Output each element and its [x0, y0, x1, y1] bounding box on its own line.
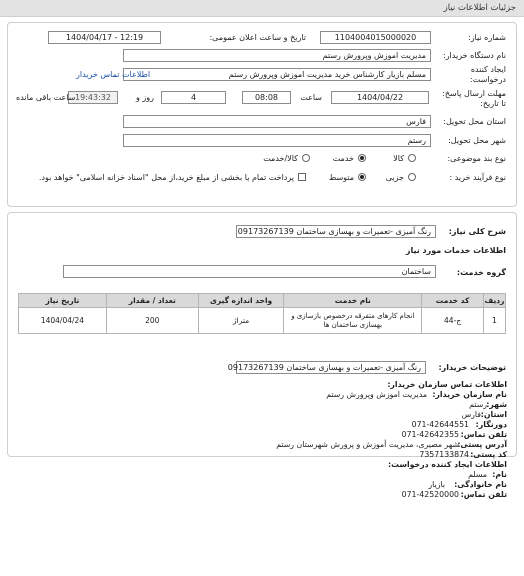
city-field: رستم [123, 134, 431, 147]
contact-postal-value: 7357133874 [419, 450, 469, 459]
contact-province-label: استان: [480, 410, 507, 419]
remaining-days-field: 4 [161, 91, 226, 104]
treasury-payment-note: پرداخت تمام یا بخشی از مبلغ خرید،از محل "اسناد خزانه اسلامی" خواهد بود. [38, 173, 294, 182]
cell-qty: 200 [106, 308, 198, 334]
contact-fax-value: 071-42644551 [411, 420, 469, 429]
requester-field: مسلم بازیار کارشناس خرید مدیریت اموزش وپرورش رستم [123, 68, 431, 81]
process-radio-medium[interactable] [358, 173, 366, 181]
deadline-date-field: 1404/04/22 [331, 91, 429, 104]
cell-unit: متراژ [198, 308, 284, 334]
col-unit-header: واحد اندازه گیری [198, 294, 284, 308]
contact-org-value: مدیریت اموزش وپرورش رستم [326, 390, 427, 399]
process-option-minor: جزیی [385, 173, 404, 182]
buyer-org-label: نام دستگاه خریدار: [443, 51, 506, 60]
category-radio-goods[interactable] [408, 154, 416, 162]
cell-date: 1404/04/24 [19, 308, 107, 334]
deadline-label-2: تا تاریخ: [480, 99, 506, 108]
cell-name: انجام کارهای متفرقه درخصوص بازسازی و بهسازی ساختمان ها [284, 308, 422, 334]
creator-title: اطلاعات ایجاد کننده درخواست: [387, 460, 507, 469]
cell-code: ج-44 [422, 308, 484, 334]
need-number-field: 1104004015000020 [320, 31, 431, 44]
table-header-row [19, 294, 506, 308]
contact-city-label: شهر: [486, 400, 507, 409]
remaining-time-label: ساعت باقی مانده [16, 93, 76, 102]
creator-phone-label: تلفن تماس: [460, 490, 507, 499]
requester-label-2: درخواست: [470, 75, 506, 84]
buyer-notes-field: رنگ آمیزی -تعمیرات و بهسازی ساختمان 09173267139 [236, 361, 426, 374]
contact-fax-label: دورنگار: [475, 420, 507, 429]
contact-phone-label: تلفن تماس: [460, 430, 507, 439]
category-option-service: خدمت [332, 154, 354, 163]
table-row [19, 308, 506, 334]
col-name-header: نام خدمت [284, 294, 422, 308]
need-details-panel [7, 22, 517, 207]
remaining-days-label: روز و [136, 93, 154, 102]
page-title: جزئیات اطلاعات نیاز [443, 3, 516, 13]
cell-row: 1 [484, 308, 506, 334]
contact-phone-value: 071-42642355 [401, 430, 459, 439]
col-code-header: کد خدمت [422, 294, 484, 308]
contact-title: اطلاعات تماس سازمان خریدار: [387, 380, 507, 389]
col-row-header: ردیف [484, 294, 506, 308]
province-label: استان محل تحویل: [443, 117, 506, 126]
creator-family-value: بازیار [428, 480, 445, 489]
category-option-goods: کالا [393, 154, 404, 163]
buyer-org-field: مدیریت اموزش وپرورش رستم [123, 49, 431, 62]
category-option-goods-service: کالا/خدمت [263, 154, 298, 163]
service-group-field: ساختمان [63, 265, 436, 278]
summary-label: شرح کلی نیاز: [448, 227, 506, 236]
remaining-time-field: 19:43:32 [68, 91, 118, 104]
contact-postal-label: کد پستی: [470, 450, 507, 459]
summary-field: رنگ آمیزی -تعمیرات و بهسازی ساختمان 09173267139 [236, 225, 436, 238]
header-bar [0, 0, 524, 17]
contact-org-label: نام سازمان خریدار: [432, 390, 507, 399]
treasury-payment-checkbox[interactable] [298, 173, 306, 181]
contact-address-label: آدرس پستی: [457, 440, 507, 449]
col-date-header: تاریخ نیاز [19, 294, 107, 308]
deadline-time-field: 08:08 [242, 91, 291, 104]
deadline-label-1: مهلت ارسال پاسخ: [442, 89, 506, 98]
category-radio-goods-service[interactable] [302, 154, 310, 162]
contact-city-value: رستم [469, 400, 487, 409]
creator-name-value: مسلم [468, 470, 487, 479]
category-label: نوع بند موضوعی: [447, 154, 506, 163]
services-table [18, 293, 506, 334]
creator-phone-value: 071-42520000 [401, 490, 459, 499]
contact-address-value: شهر مصیری، مدیریت آموزش و پرورش شهرستان رستم [276, 440, 459, 449]
process-option-medium: متوسط [328, 173, 354, 182]
requester-label-1: ایجاد کننده [470, 65, 506, 74]
creator-name-label: نام: [492, 470, 507, 479]
contact-province-value: فارس [461, 410, 481, 419]
services-section-title: اطلاعات خدمات مورد نیاز [405, 246, 506, 255]
buyer-contact-link[interactable]: اطلاعات تماس خریدار [76, 70, 151, 79]
service-group-label: گروه خدمت: [456, 268, 506, 277]
buyer-notes-label: توضیحات خریدار: [438, 363, 506, 372]
announce-datetime-label: تاریخ و ساعت اعلان عمومی: [209, 33, 306, 42]
announce-datetime-field: 1404/04/17 - 12:19 [48, 31, 161, 44]
city-label: شهر محل تحویل: [448, 136, 506, 145]
need-number-label: شماره نیاز: [468, 33, 506, 42]
category-radio-service[interactable] [358, 154, 366, 162]
creator-family-label: نام خانوادگی: [454, 480, 507, 489]
process-radio-minor[interactable] [408, 173, 416, 181]
deadline-time-label: ساعت [300, 93, 322, 102]
col-qty-header: تعداد / مقدار [106, 294, 198, 308]
contact-info [7, 380, 507, 560]
purchase-process-label: نوع فرآیند خرید : [449, 173, 506, 182]
province-field: فارس [123, 115, 431, 128]
